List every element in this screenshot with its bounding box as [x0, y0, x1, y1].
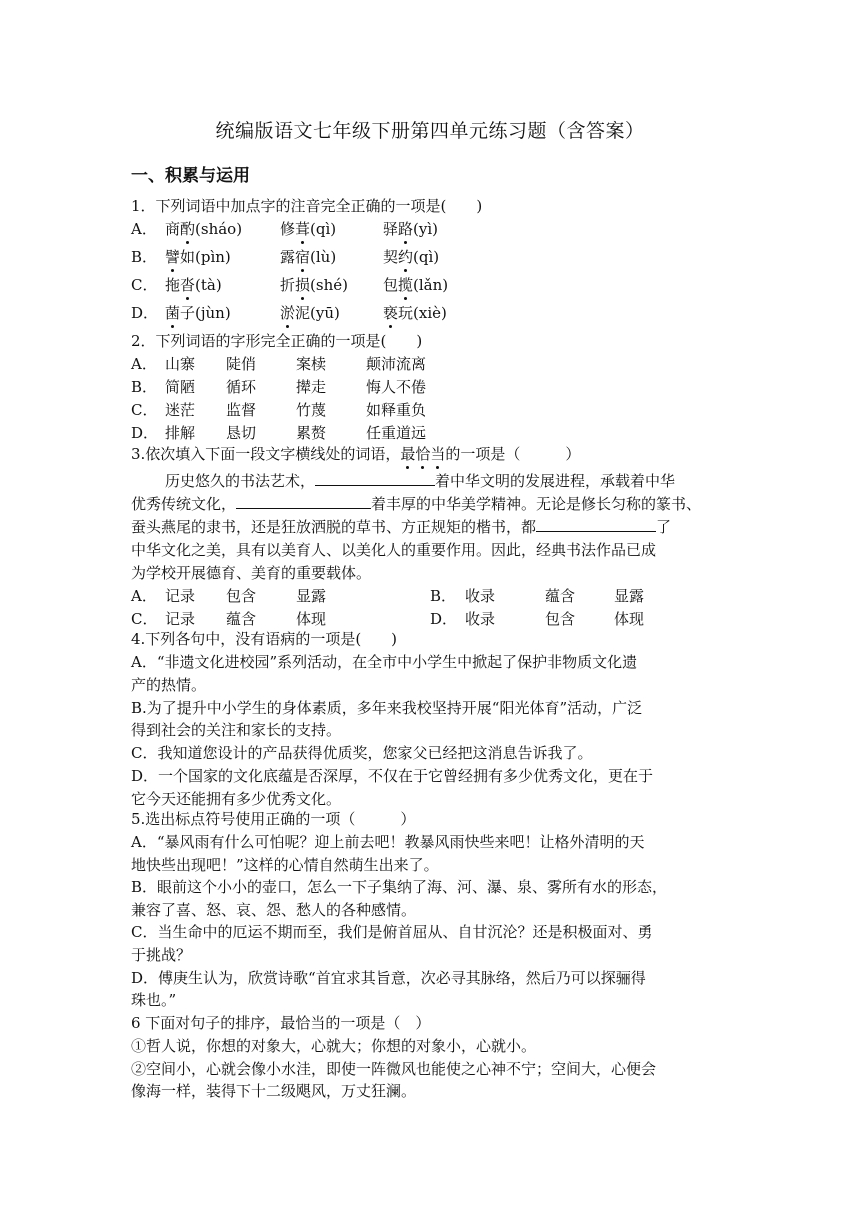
dotted-char: 亵	[383, 304, 399, 322]
option-label: D．	[430, 610, 458, 628]
dotted-char: 当	[430, 445, 446, 463]
dotted-char: 譬	[165, 248, 181, 266]
option-label: B．	[131, 378, 158, 396]
fill-blank	[236, 493, 371, 509]
word-part: (qì)	[413, 248, 440, 266]
dotted-char: 沓	[180, 276, 196, 294]
word-part: (tà)	[195, 276, 222, 294]
option-word: 包含	[545, 610, 576, 628]
pinyin-word	[280, 246, 336, 268]
dotted-char: 酌	[180, 220, 196, 238]
passage-text: 了	[656, 518, 672, 536]
option-word: 如释重负	[366, 401, 427, 419]
dotted-char: 约	[398, 248, 414, 266]
pinyin-word	[383, 246, 439, 268]
option-word: 排解	[165, 424, 196, 442]
word-part: (lù)	[310, 248, 337, 266]
word-part: 露	[280, 248, 296, 266]
text-line: 它今天还能拥有多少优秀文化。	[131, 789, 342, 808]
word-part: 商	[165, 220, 181, 238]
option-word: 山寨	[165, 355, 196, 373]
passage-text: 蚕头燕尾的隶书，还是狂放洒脱的草书、方正规矩的楷书，都	[131, 518, 537, 536]
pinyin-word	[383, 218, 438, 240]
word-part: 子(jùn)	[180, 304, 231, 322]
option-word: 循环	[226, 378, 257, 396]
word-part: 折	[280, 276, 296, 294]
option-word: 陡俏	[226, 355, 257, 373]
q3-passage-line	[131, 493, 701, 515]
q3-stem-dotted	[400, 445, 445, 463]
dotted-char: 最	[400, 445, 416, 463]
option-word: 记录	[165, 610, 196, 628]
option-word: 恳切	[226, 424, 257, 442]
word-part: 契	[383, 248, 399, 266]
option-label: C．	[131, 401, 158, 419]
pinyin-word	[165, 302, 231, 324]
text-line: ②空间小，心就会像小水洼，即使一阵微风也能使之心神不宁；空间大，心便会	[131, 1059, 657, 1078]
dotted-char: 菌	[165, 304, 181, 322]
option-word: 迷茫	[165, 401, 196, 419]
q3-passage-line: 中华文化之美，具有以美育人、以美化人的重要作用。因此，经典书法作品已成	[131, 541, 657, 559]
option-label: A．	[131, 587, 157, 605]
option-word: 体现	[614, 610, 645, 628]
text-line: C．我知道您设计的产品获得优质奖，您家父已经把这消息告诉我了。	[131, 744, 593, 763]
option-label: B．	[430, 587, 457, 605]
text-line: D．傅庚生认为，欣赏诗歌“首宜求其旨意，次必寻其脉络，然后乃可以探骊得	[131, 968, 646, 987]
word-part: 包	[383, 276, 399, 294]
q3-stem-post: 的一项是（ ）	[445, 445, 581, 463]
option-word: 竹蔑	[296, 401, 327, 419]
text-line: ①哲人说，你想的对象大，心就大；你想的对象小，心就小。	[131, 1037, 537, 1055]
q3-passage-line	[165, 470, 675, 492]
option-word: 简陋	[165, 378, 196, 396]
fill-blank	[536, 516, 656, 532]
option-label: D．	[131, 424, 159, 442]
option-word: 体现	[296, 610, 327, 628]
q5-stem: 5.选出标点符号使用正确的一项（ ）	[131, 810, 416, 828]
text-line: 于挑战？	[131, 946, 192, 964]
pinyin-word	[280, 218, 336, 240]
dotted-char: 淤	[280, 304, 296, 322]
text-line: A．“暴风雨有什么可怕呢？迎上前去吧！教暴风雨快些来吧！让格外清明的天	[131, 833, 645, 851]
option-word: 显露	[614, 587, 645, 605]
option-label: D．	[131, 304, 159, 322]
page-title: 统编版语文七年级下册第四单元练习题（含答案）	[215, 120, 645, 142]
text-line: 产的热情。	[131, 675, 207, 694]
text-line: 像海一样，装得下十二级飓风，万丈狂澜。	[131, 1082, 417, 1100]
dotted-char: 损	[295, 276, 311, 294]
q6-stem: 6 下面对句子的排序，最恰当的一项是（ ）	[131, 1014, 431, 1032]
text-line: 兼容了喜、怒、哀、怨、愁人的各种感情。	[131, 900, 417, 919]
pinyin-word	[383, 274, 448, 296]
option-word: 累赘	[296, 424, 327, 442]
q3-stem	[131, 443, 580, 465]
dotted-char: 宿	[295, 248, 311, 266]
fill-blank	[315, 470, 435, 486]
word-part: 泥(yū)	[295, 304, 340, 322]
option-word: 蕴含	[226, 610, 257, 628]
pinyin-word	[165, 218, 242, 240]
word-part: 拖	[165, 276, 181, 294]
word-part: (yì)	[413, 220, 439, 238]
option-word: 颠沛流离	[366, 355, 427, 373]
q1-stem: 1．下列词语中加点字的注音完全正确的一项是( )	[131, 197, 483, 215]
q4-stem: 4.下列各句中，没有语病的一项是( )	[131, 630, 398, 648]
dotted-char: 揽	[398, 276, 414, 294]
text-line: 珠也。”	[131, 991, 177, 1010]
text-line: B．眼前这个小小的壶口，怎么一下子集纳了海、河、瀑、泉、雾所有水的形态，	[131, 878, 668, 897]
word-part: (lǎn)	[413, 276, 449, 294]
option-label: C．	[131, 610, 158, 628]
section-heading: 一、积累与运用	[131, 166, 250, 186]
option-word: 任重道远	[366, 424, 427, 442]
passage-text: 历史悠久的书法艺术，	[165, 472, 316, 490]
option-word: 蕴含	[545, 587, 576, 605]
option-word: 显露	[296, 587, 327, 605]
text-line: A．“非遗文化进校园”系列活动，在全市中小学生中掀起了保护非物质文化遗	[131, 653, 638, 671]
option-label: A．	[131, 355, 157, 373]
word-part: 驿	[383, 220, 399, 238]
q3-passage-line	[131, 516, 671, 538]
option-word: 案椟	[296, 355, 327, 373]
pinyin-word	[280, 302, 340, 324]
dotted-char: 路	[398, 220, 414, 238]
text-line: 地快些出现吧！”这样的心情自然萌生出来了。	[131, 855, 439, 874]
option-word: 包含	[226, 587, 257, 605]
word-part: 如(pìn)	[180, 248, 231, 266]
passage-text: 优秀传统文化，	[131, 495, 237, 513]
option-word: 监督	[226, 401, 257, 419]
text-line: B.为了提升中小学生的身体素质，多年来我校坚持开展“阳光体育”活动，广泛	[131, 698, 643, 717]
passage-text: 着中华文明的发展进程，承载着中华	[435, 472, 676, 490]
dotted-char: 葺	[295, 220, 311, 238]
text-line: D．一个国家的文化底蕴是否深厚，不仅在于它曾经拥有多少优秀文化，更在于	[131, 767, 654, 785]
passage-text: 着丰厚的中华美学精神。无论是修长匀称的篆书、	[371, 495, 702, 513]
q3-stem-pre: 3.依次填入下面一段文字横线处的词语，	[131, 445, 401, 463]
pinyin-word	[383, 302, 447, 324]
word-part: 修	[280, 220, 296, 238]
text-line: 得到社会的关注和家长的支持。	[131, 721, 342, 740]
option-label: A．	[131, 220, 157, 238]
option-word: 记录	[165, 587, 196, 605]
word-part: (qì)	[310, 220, 337, 238]
q3-passage-line: 为学校开展德育、美育的重要载体。	[131, 564, 372, 582]
pinyin-word	[280, 274, 348, 296]
word-part: 玩(xiè)	[398, 304, 447, 322]
option-word: 收录	[465, 610, 496, 628]
option-word: 悔人不倦	[366, 378, 427, 396]
pinyin-word	[165, 246, 231, 268]
option-label: C．	[131, 276, 158, 294]
word-part: (shé)	[310, 276, 348, 294]
word-part: (sháo)	[195, 220, 243, 238]
q2-stem: 2．下列词语的字形完全正确的一项是( )	[131, 332, 423, 350]
option-word: 收录	[465, 587, 496, 605]
dotted-char: 恰	[415, 445, 431, 463]
option-word: 撵走	[296, 378, 327, 396]
text-line: C．当生命中的厄运不期而至，我们是俯首屈从、自甘沉沦？还是积极面对、勇	[131, 923, 653, 942]
option-label: B．	[131, 248, 158, 266]
pinyin-word	[165, 274, 222, 296]
